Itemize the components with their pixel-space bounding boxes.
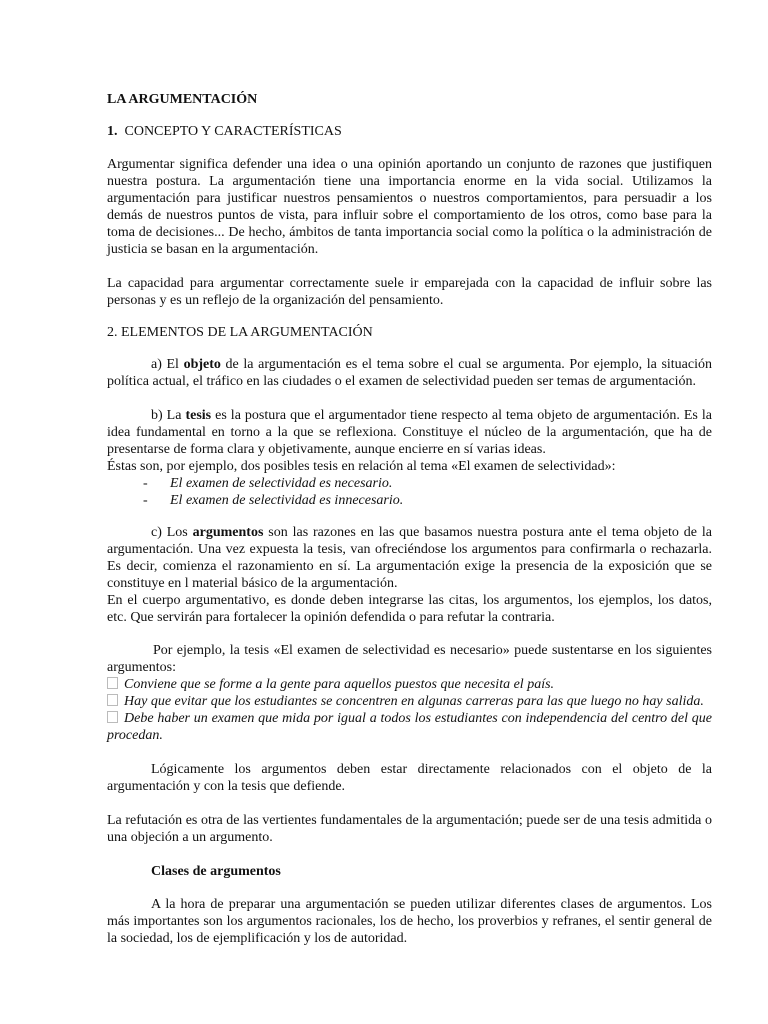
argument-text: Debe haber un examen que mida por igual a todos los estudiantes con independencia del centro del que procedan. — [107, 711, 712, 743]
list-dash: - — [143, 493, 148, 508]
list-item — [107, 676, 712, 693]
element-tesis-paragraph — [107, 407, 712, 458]
section-1-number: 1. — [107, 124, 118, 139]
section-1-title: CONCEPTO Y CARACTERÍSTICAS — [124, 124, 342, 139]
refutation-paragraph: La refutación es otra de las vertientes fundamentales de la argumentación; puede ser de una tesis admitida o una objeción a un argumento. — [107, 813, 712, 845]
list-item — [107, 710, 712, 744]
element-b-term: tesis — [185, 408, 212, 423]
section-1-paragraph-1: Argumentar significa defender una idea o una opinión aportando un conjunto de razones que justifiquen nuestra postura. La argumentación tiene una importancia enorme en la vida social. Utilizamos la argumentación para justificar nuestros pensamientos o nuestros comportamientos, para persuadir a los demás de nuestros puntos de vista, para influir sobre el comportamiento de los otros, como base para la toma de decisiones... De hecho, ámbitos de tanta importancia social como la política o la administración de justicia se basan en la argumentación. — [107, 157, 712, 257]
argument-list — [107, 676, 712, 744]
list-item — [107, 475, 712, 492]
thesis-list — [107, 475, 712, 509]
document-body — [107, 91, 712, 947]
thesis-text: El examen de selectividad es necesario. — [170, 476, 393, 491]
argument-text: Hay que evitar que los estudiantes se concentren en algunas carreras para las que luego no hay salida. — [124, 694, 704, 709]
classes-paragraph: A la hora de preparar una argumentación se pueden utilizar diferentes clases de argumentos. Los más importantes son los argumentos racionales, los de hecho, los proverbios y refranes, el sentir general de la sociedad, los de ejemplificación y los de autoridad. — [107, 897, 712, 946]
element-argumentos-paragraph — [107, 524, 712, 592]
element-c-term: argumentos — [192, 525, 264, 540]
list-dash: - — [143, 476, 148, 491]
example-intro-paragraph: Por ejemplo, la tesis «El examen de selectividad es necesario» puede sustentarse en los siguientes argumentos: — [107, 643, 712, 675]
element-b-text: es la postura que el argumentador tiene respecto al tema objeto de argumentación. Es la idea fundamental en torno a la que se reflexiona. Constituye el núcleo de la argumentación, que ha de presentarse de forma clara y objetivamente, aunque encierre en sí varias ideas. — [107, 408, 712, 457]
argument-text: Conviene que se forme a la gente para aquellos puestos que necesita el país. — [124, 677, 555, 692]
list-item — [107, 492, 712, 509]
checkbox-bullet-icon — [107, 694, 118, 706]
element-a-prefix: a) El — [151, 357, 184, 372]
classes-heading: Clases de argumentos — [151, 864, 281, 879]
tesis-examples-intro: Éstas son, por ejemplo, dos posibles tesis en relación al tema «El examen de selectividad»: — [107, 459, 616, 474]
element-a-term: objeto — [183, 357, 221, 372]
section-1-paragraph-2: La capacidad para argumentar correctamente suele ir emparejada con la capacidad de influir sobre las personas y es un reflejo de la organización del pensamiento. — [107, 276, 712, 308]
element-c-prefix: c) Los — [151, 525, 193, 540]
section-2-heading: 2. ELEMENTOS DE LA ARGUMENTACIÓN — [107, 325, 373, 340]
checkbox-bullet-icon — [107, 677, 118, 689]
document-title: LA ARGUMENTACIÓN — [107, 92, 258, 107]
element-a-text: de la argumentación es el tema sobre el cual se argumenta. Por ejemplo, la situación política actual, el tráfico en las ciudades o el examen de selectividad pueden ser temas de argumentación. — [107, 357, 712, 389]
list-item — [107, 693, 712, 710]
thesis-text: El examen de selectividad es innecesario. — [170, 493, 404, 508]
logic-paragraph: Lógicamente los argumentos deben estar directamente relacionados con el objeto de la argumentación y con la tesis que defiende. — [107, 762, 712, 794]
element-c-text: son las razones en las que basamos nuestra postura ante el tema objeto de la argumentación. Una vez expuesta la tesis, van ofreciéndose los argumentos para confirmarla o rechazarla. Es decir, comienza el razonamiento en sí. La argumentación exige la presencia de la exposición que se constituye en l material básico de la argumentación. — [107, 525, 712, 591]
checkbox-bullet-icon — [107, 711, 118, 723]
section-1-heading — [107, 123, 712, 140]
element-b-prefix: b) La — [151, 408, 186, 423]
argument-body-paragraph: En el cuerpo argumentativo, es donde deben integrarse las citas, los argumentos, los ejemplos, los datos, etc. Que servirán para fortalecer la opinión defendida o para refutar la contraria. — [107, 593, 712, 625]
element-objeto-paragraph — [107, 356, 712, 390]
